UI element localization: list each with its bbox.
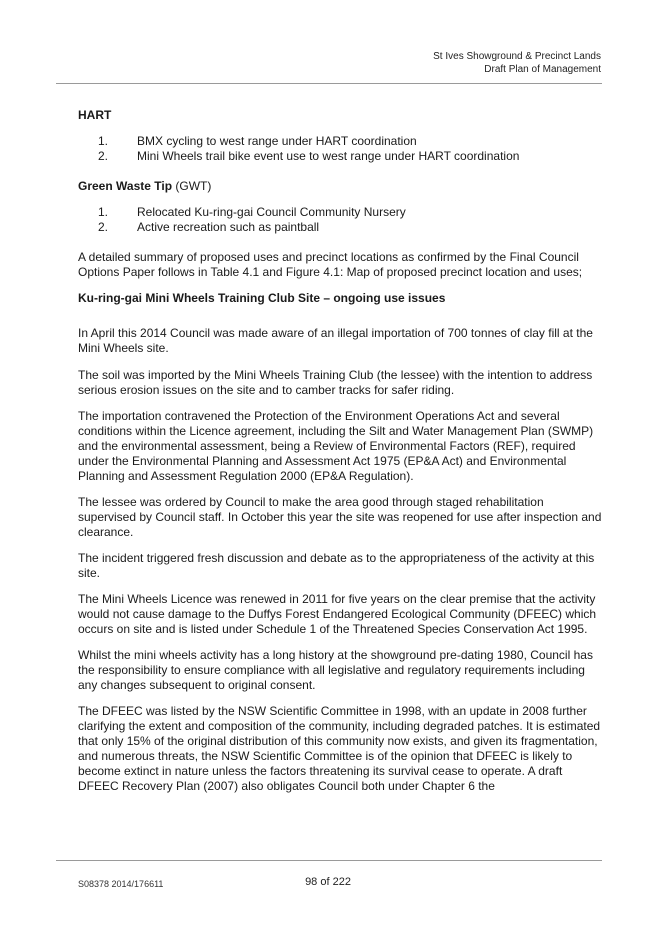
list-text: Relocated Ku-ring-gai Council Community Nursery [137,205,406,219]
footer-rule [56,860,602,861]
page-body [78,108,604,794]
list-number: 2. [98,149,109,163]
list-number: 2. [98,220,109,234]
paragraph: The importation contravened the Protection of the Environment Operations Act and several conditions within the Licence agreement, including the Silt and Water Management Plan (SWMP) and the environmental assessment, being a Review of Environmental Factors (REF), required under the Environmental Planning and Assessment Act 1975 (EP&A Act) and Environmental Planning and Assessment Regulation 2000 (EP&A Regulation). [78,409,594,483]
footer-reference: S08378 2014/176611 [78,879,164,889]
list-number: 1. [98,205,109,219]
paragraph: The lessee was ordered by Council to make the area good through staged rehabilitation supervised by Council staff. In October this year the site was reopened for use after inspection and clearance. [78,495,602,539]
list-item [78,220,604,235]
header-rule [56,83,602,84]
running-header [433,50,601,76]
hart-list [78,134,604,164]
gwt-heading-text: Green Waste Tip [78,179,173,193]
summary-paragraph: A detailed summary of proposed uses and precinct locations as confirmed by the Final Council Options Paper follows in Table 4.1 and Figure 4.1: Map of proposed precinct location and uses; [78,250,583,279]
list-item [78,134,604,149]
paragraph: In April this 2014 Council was made aware of an illegal importation of 700 tonnes of clay fill at the Mini Wheels site. [78,326,593,355]
gwt-list [78,205,604,235]
list-text: BMX cycling to west range under HART coordination [137,134,417,148]
list-item [78,149,604,164]
hart-heading: HART [78,108,112,122]
header-subtitle: Draft Plan of Management [484,64,601,75]
list-number: 1. [98,134,109,148]
list-item [78,205,604,220]
paragraph: The DFEEC was listed by the NSW Scientific Committee in 1998, with an update in 2008 further clarifying the extent and composition of the community, including degraded patches. It is estimated that only 15% of the original distribution of this community now exists, and given its fragmentation, and numerous threats, the NSW Scientific Committee is of the opinion that DFEEC is likely to become extinct in nature unless the factors threatening its survival cease to operate. A draft DFEEC Recovery Plan (2007) also obligates Council both under Chapter 6 the [78,704,601,793]
list-text: Active recreation such as paintball [137,220,320,234]
paragraph: The soil was imported by the Mini Wheels Training Club (the lessee) with the intention to address serious erosion issues on the site and to camber tracks for safer riding. [78,368,593,397]
page-number: 98 of 222 [305,876,351,888]
paragraph: Whilst the mini wheels activity has a long history at the showground pre-dating 1980, Council has the responsibility to ensure compliance with all legislative and regulatory requirements including any changes subsequent to original consent. [78,648,593,692]
gwt-heading [78,179,604,194]
paragraph: The Mini Wheels Licence was renewed in 2011 for five years on the clear premise that the activity would not cause damage to the Duffys Forest Endangered Ecological Community (DFEEC) which occurs on site and is listed under Schedule 1 of the Threatened Species Conservation Act 1995. [78,592,597,636]
paragraph: The incident triggered fresh discussion and debate as to the appropriateness of the activity at this site. [78,551,595,580]
list-text: Mini Wheels trail bike event use to west range under HART coordination [137,149,520,163]
section-heading: Ku-ring-gai Mini Wheels Training Club Site – ongoing use issues [78,291,446,305]
gwt-heading-suffix: (GWT) [172,179,212,193]
header-title: St Ives Showground & Precinct Lands [433,51,601,62]
